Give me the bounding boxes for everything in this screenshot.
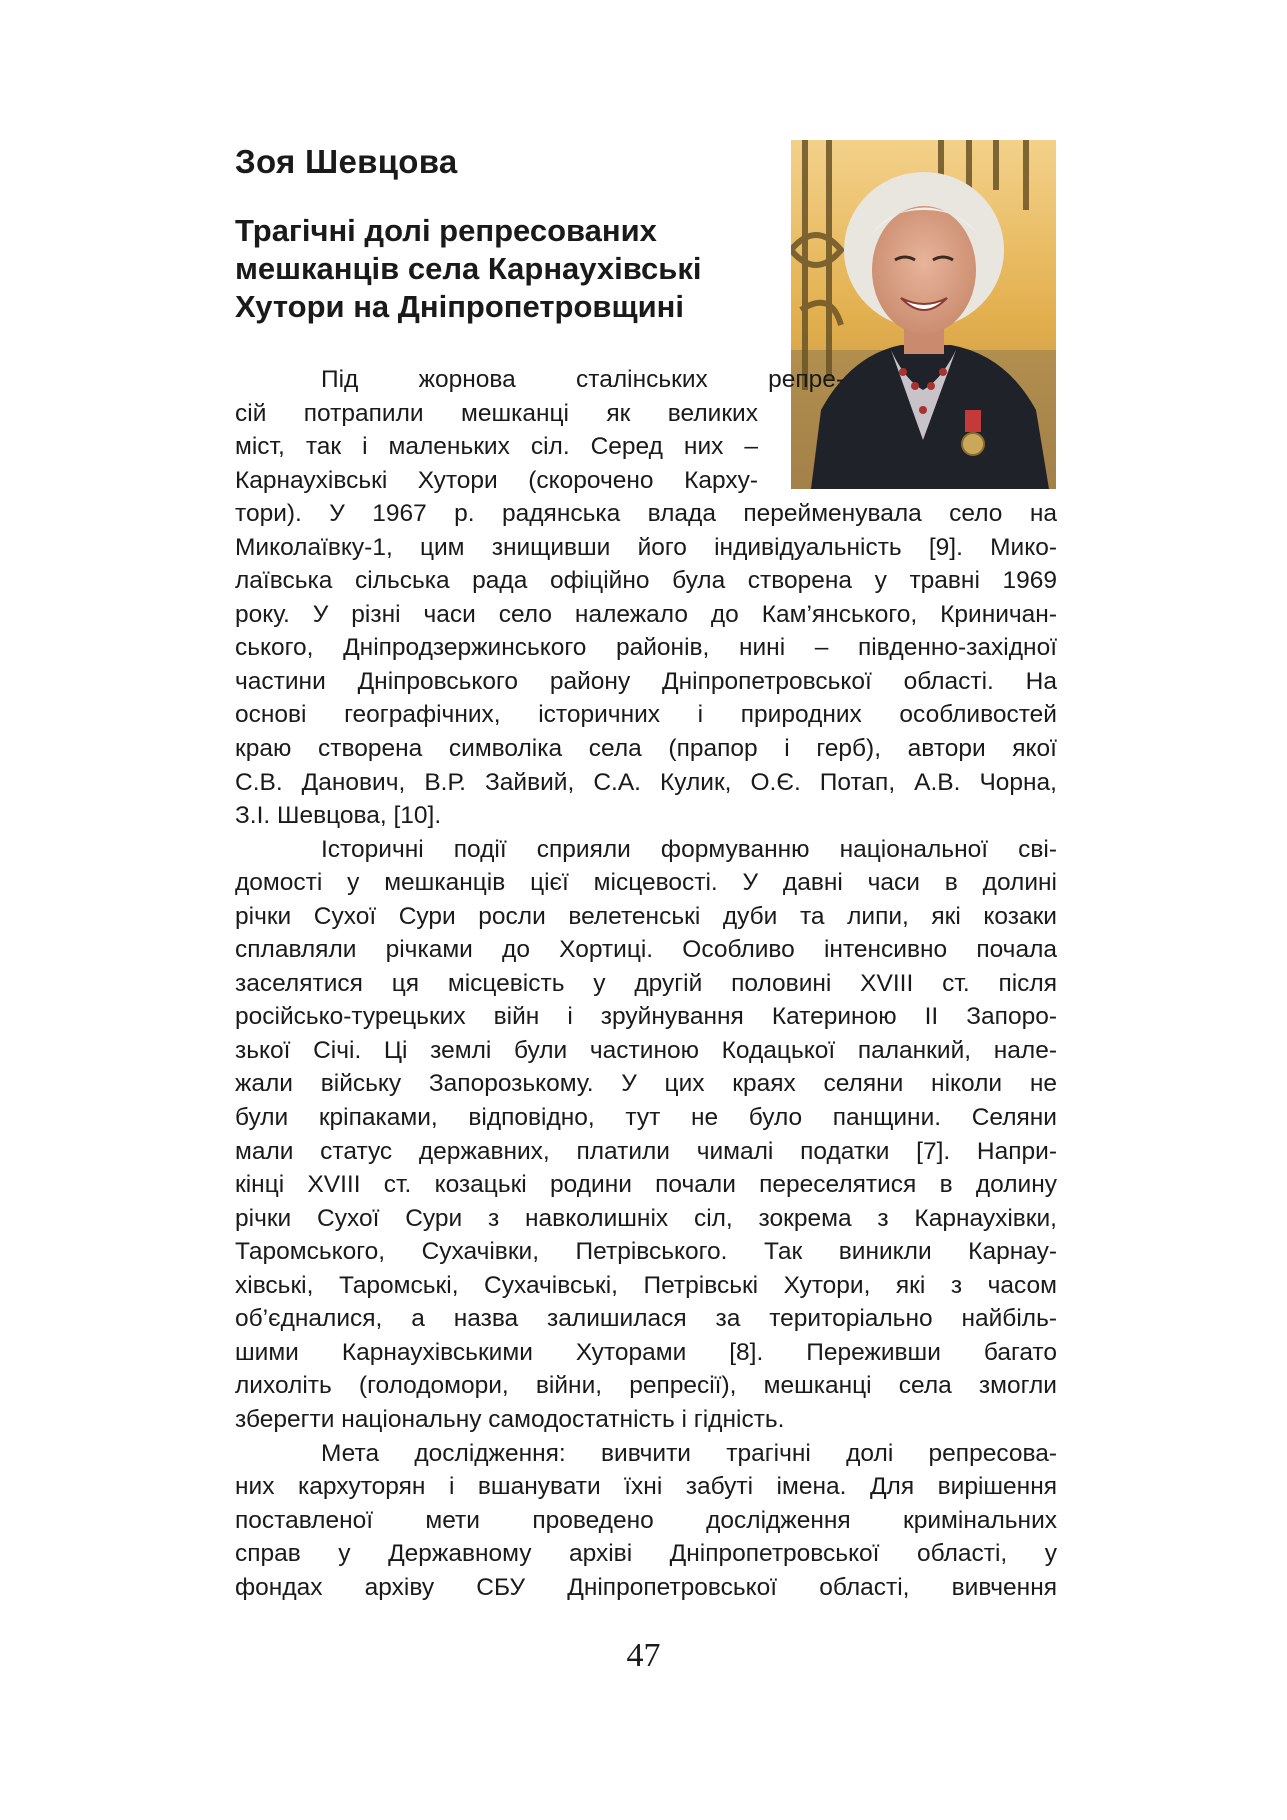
body-line: кінці XVIII ст. козацькі родини почали переселятися в долину xyxy=(235,1171,1057,1199)
body-line: року. У різні часи село належало до Кам’янського, Криничан- xyxy=(235,600,1057,628)
body-line: Карнаухівські Хутори (скорочено Карху- xyxy=(235,466,758,494)
body-line: основі географічних, історичних і природних особливостей xyxy=(235,701,1057,729)
body-line: Миколаївку-1, цим знищивши його індивідуальність [9]. Мико- xyxy=(235,533,1057,561)
body-line: російсько-турецьких війн і зруйнування Катериною II Запоро- xyxy=(235,1003,1057,1031)
body-line: заселятися ця місцевість у другій половині XVIII ст. після xyxy=(235,969,1057,997)
body-line: шими Карнаухівськими Хуторами [8]. Переживши багато xyxy=(235,1338,1057,1366)
body-line: річки Сухої Сури росли велетенські дуби та липи, які козаки xyxy=(235,902,1057,930)
body-line: краю створена символіка села (прапор і герб), автори якої xyxy=(235,735,1057,763)
body-line: хівські, Таромські, Сухачівські, Петрівські Хутори, які з часом xyxy=(235,1271,1057,1299)
body-line: сій потрапили мешканці як великих xyxy=(235,399,758,427)
body-line: ського, Дніпродзержинського районів, нині – південно-західної xyxy=(235,634,1057,662)
body-line: жали війську Запорозькому. У цих краях селяни ніколи не xyxy=(235,1070,1057,1098)
body-line: Мета дослідження: вивчити трагічні долі репресова- xyxy=(321,1439,1057,1467)
page-number: 47 xyxy=(626,1637,661,1674)
body-line: Під жорнова сталінських репре- xyxy=(321,366,844,393)
title-line: Хутори на Дніпропетровщині xyxy=(235,289,685,324)
body-line: частини Дніпровського району Дніпропетровської області. На xyxy=(235,667,1057,695)
body-line: них кархуторян і вшанувати їхні забуті імена. Для вирішення xyxy=(235,1473,1057,1501)
body-line: поставленої мети проведено дослідження кримінальних xyxy=(235,1506,1057,1534)
body-line: зберегти національну самодостатність і гідність. xyxy=(235,1405,785,1433)
article-title xyxy=(235,212,775,326)
body-line: Таромського, Сухачівки, Петрівського. Так виникли Карнау- xyxy=(235,1238,1057,1266)
body-line: Історичні події сприяли формуванню національної сві- xyxy=(321,835,1057,863)
body-line: річки Сухої Сури з навколишніх сіл, зокрема з Карнаухівки, xyxy=(235,1204,1057,1232)
body-line: С.В. Данович, В.Р. Зайвий, С.А. Кулик, О.Є. Потап, А.В. Чорна, xyxy=(235,768,1057,796)
body-line: сплавляли річками до Хортиці. Особливо інтенсивно почала xyxy=(235,936,1057,964)
body-line: міст, так і маленьких сіл. Серед них – xyxy=(235,433,758,461)
body-line: мали статус державних, платили чималі податки [7]. Напри- xyxy=(235,1137,1057,1165)
body-line: були кріпаками, відповідно, тут не було панщини. Селяни xyxy=(235,1104,1057,1132)
body-line: фондах архіву СБУ Дніпропетровської області, вивчення xyxy=(235,1573,1057,1601)
article-body xyxy=(235,363,1057,1604)
author-name: Зоя Шевцова xyxy=(235,143,458,180)
body-line: об’єдналися, а назва залишилася за територіально найбіль- xyxy=(235,1305,1057,1333)
body-line: зької Січі. Ці землі були частиною Кодацької паланкий, нале- xyxy=(235,1036,1057,1064)
body-line: З.І. Шевцова, [10]. xyxy=(235,802,442,830)
body-line: лихоліть (голодомори, війни, репресії), мешканці села змогли xyxy=(235,1372,1057,1400)
body-line: тори). У 1967 р. радянська влада перейменувала село на xyxy=(235,500,1057,528)
body-line: справ у Державному архіві Дніпропетровської області, у xyxy=(235,1540,1057,1568)
body-line: домості у мешканців цієї місцевості. У давні часи в долині xyxy=(235,869,1057,897)
body-line: лаївська сільська рада офіційно була створена у травні 1969 xyxy=(235,567,1057,595)
title-line: Трагічні долі репресованих xyxy=(235,213,657,248)
title-line: мешканців села Карнаухівські xyxy=(235,251,702,286)
